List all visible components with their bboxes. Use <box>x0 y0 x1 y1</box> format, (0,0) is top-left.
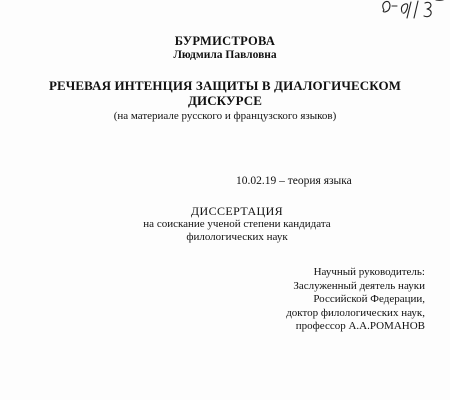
supervisor-line-4: профессор А.А.РОМАНОВ <box>295 320 425 332</box>
supervisor-block <box>240 266 425 334</box>
dissertation-heading: ДИССЕРТАЦИЯ <box>190 204 284 218</box>
supervisor-line-3: доктор филологических наук, <box>286 306 425 319</box>
dissertation-title-block <box>0 78 450 123</box>
dissertation-degree-line-1: на соискание ученой степени кандидата <box>143 218 331 230</box>
author-surname: БУРМИСТРОВА <box>174 34 276 48</box>
supervisor-line-1: Заслуженный деятель науки <box>293 279 425 292</box>
dissertation-block <box>12 204 450 244</box>
title-line-2: ДИСКУРСЕ <box>187 93 263 108</box>
handwritten-signature-mark <box>378 0 450 22</box>
title-subtitle: (на материале русского и французского языков) <box>113 110 337 122</box>
author-block <box>0 34 450 62</box>
supervisor-line-2: Российской Федерации, <box>313 293 425 305</box>
supervisor-label: Научный руководитель: <box>313 266 425 278</box>
dissertation-degree-line-2: филологических наук <box>186 231 288 243</box>
specialty-code: 10.02.19 – теория языка <box>236 175 352 187</box>
title-line-1: РЕЧЕВАЯ ИНТЕНЦИЯ ЗАЩИТЫ В ДИАЛОГИЧЕСКОМ <box>48 78 402 93</box>
author-given-names: Людмила Павловна <box>173 49 277 61</box>
